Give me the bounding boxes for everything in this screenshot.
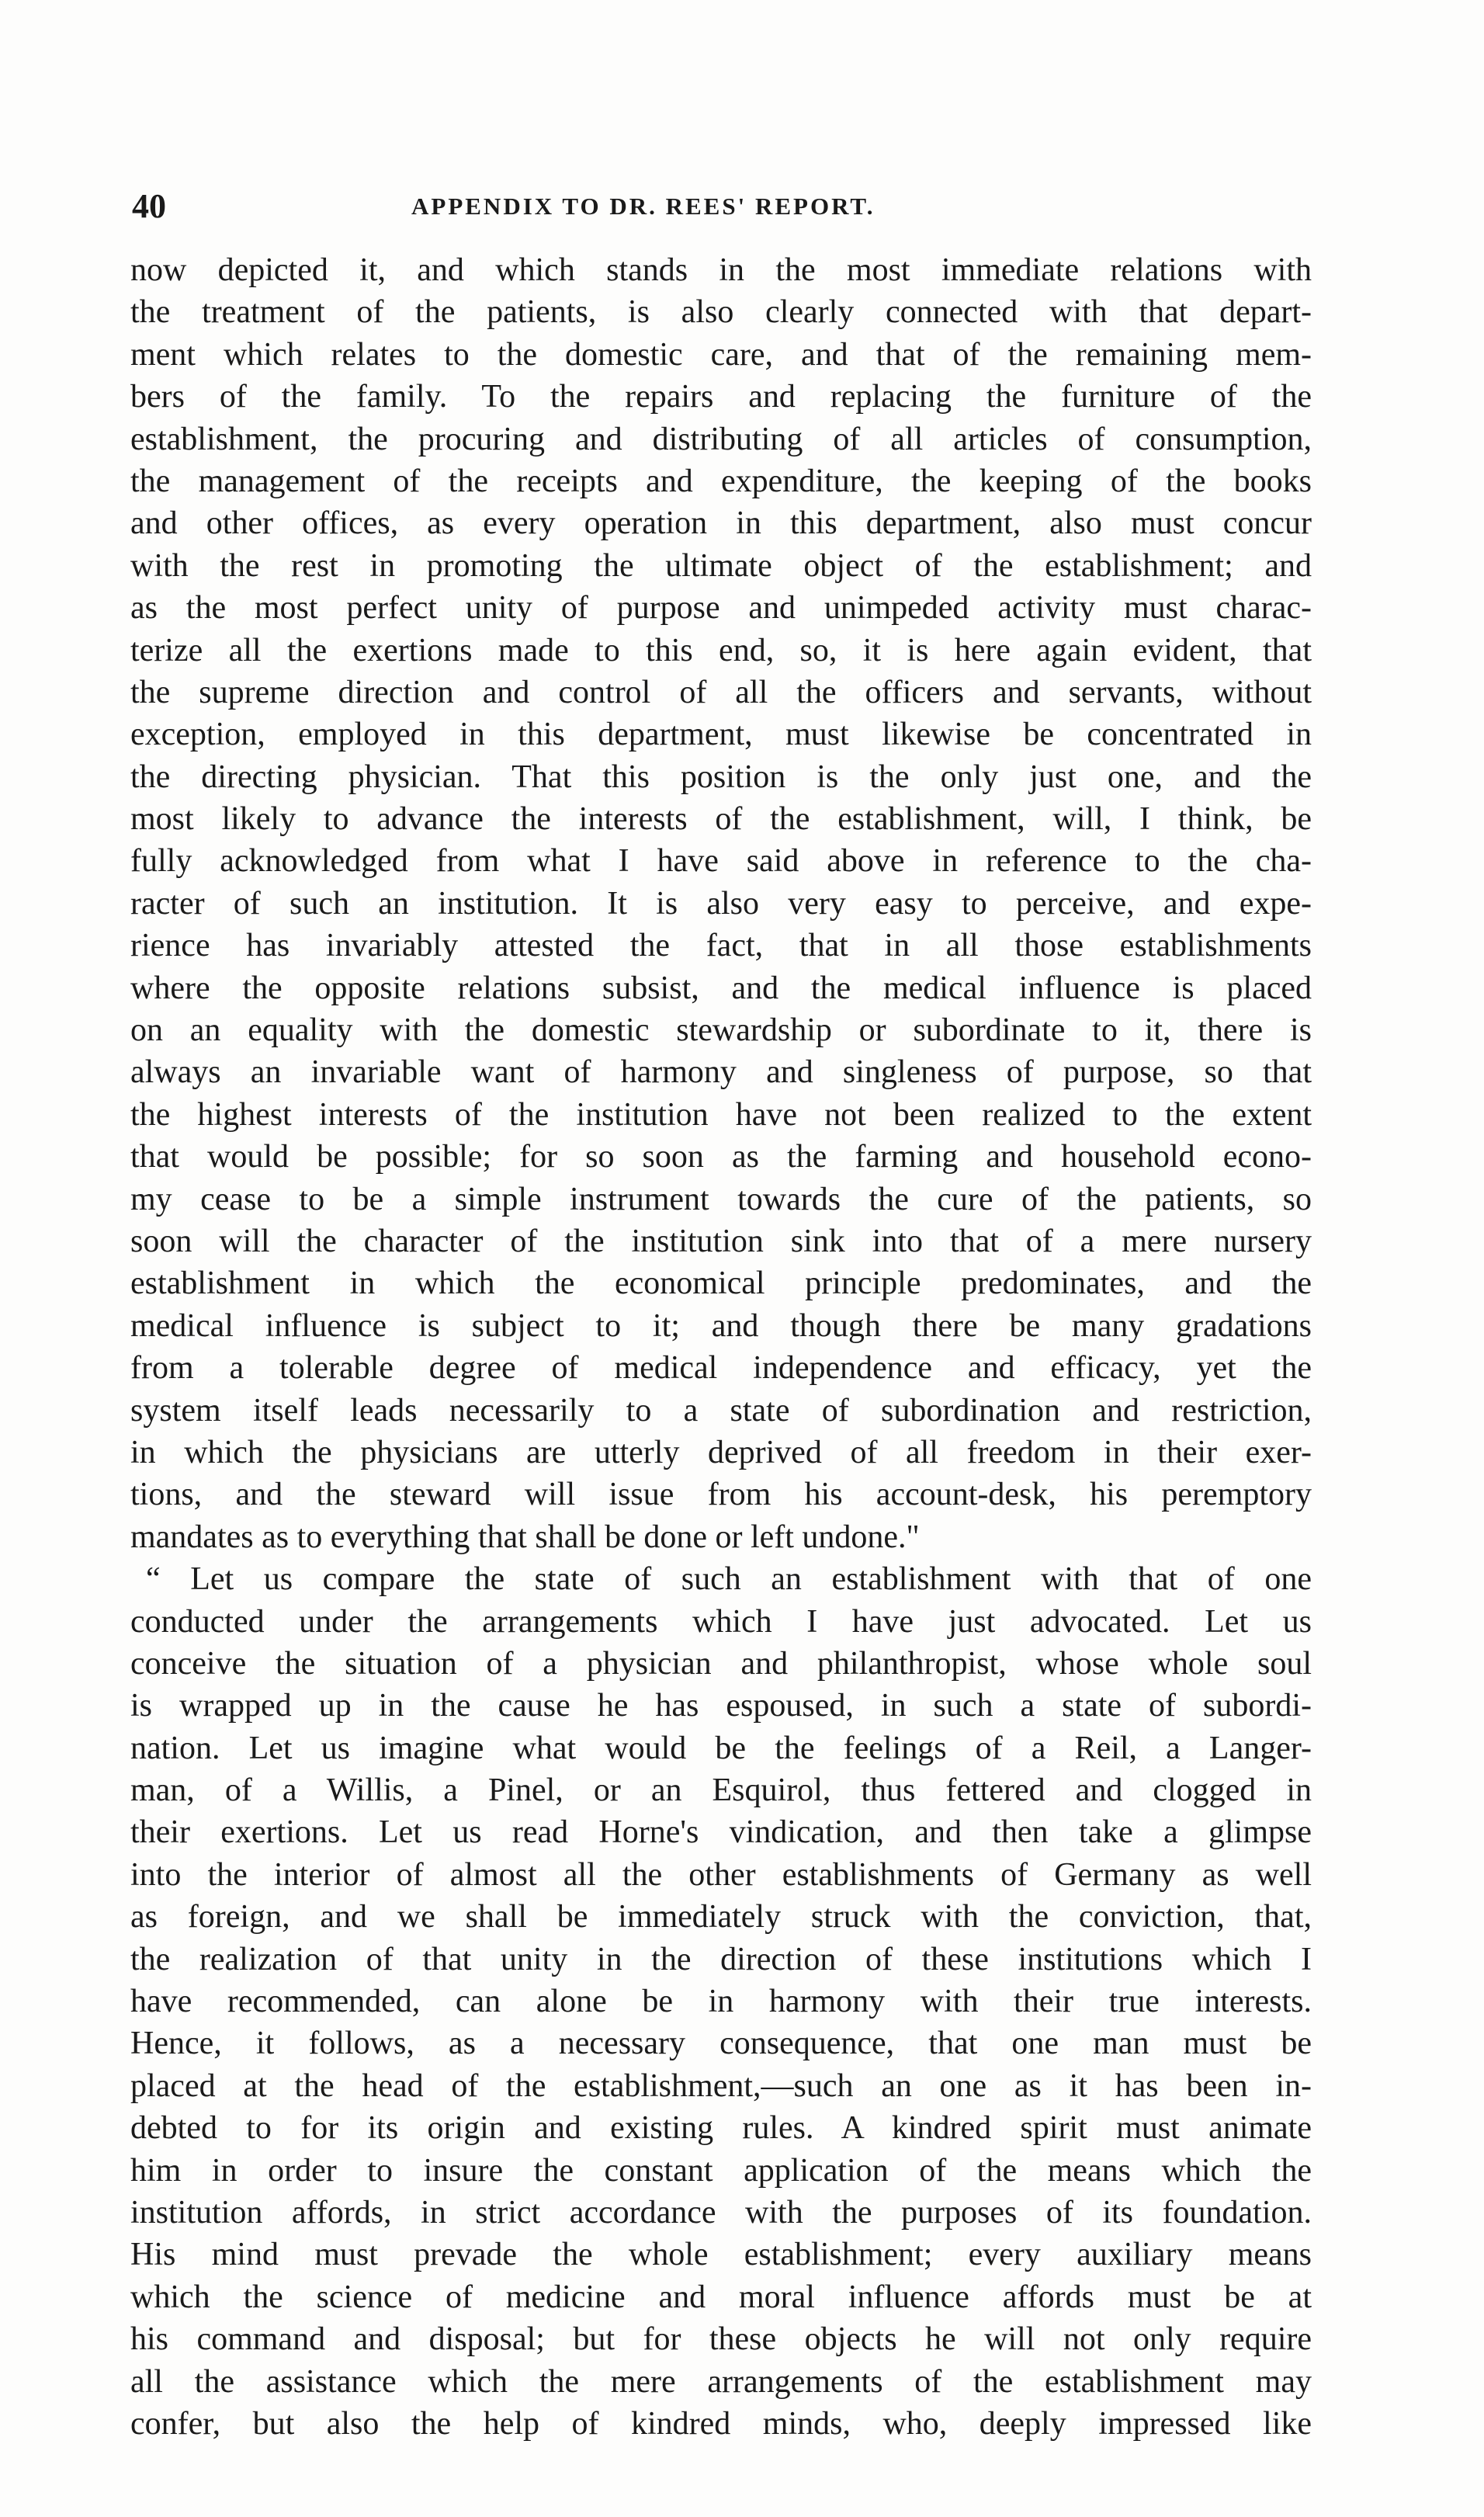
text-line: his command and disposal; but for these objects he will not only require <box>130 2321 1312 2358</box>
text-line: him in order to insure the constant application of the means which the <box>130 2152 1312 2189</box>
text-line: establishment, the procuring and distributing of all articles of consumption, <box>130 421 1312 457</box>
text-line: always an invariable want of harmony and singleness of purpose, so that <box>130 1054 1312 1091</box>
text-line: “ Let us compare the state of such an establishment with that of one <box>146 1561 1312 1598</box>
text-line: in which the physicians are utterly deprived of all freedom in their exer- <box>130 1434 1312 1470</box>
text-line: as foreign, and we shall be immediately struck with the conviction, that, <box>130 1899 1312 1935</box>
text-line: their exertions. Let us read Horne's vindication, and then take a glimpse <box>130 1814 1312 1851</box>
text-line: and other offices, as every operation in this department, also must concur <box>130 505 1312 542</box>
text-line: which the science of medicine and moral influence affords must be at <box>130 2279 1312 2315</box>
text-line: the management of the receipts and expenditure, the keeping of the books <box>130 463 1312 499</box>
text-line: institution affords, in strict accordance with the purposes of its foundation. <box>130 2194 1312 2231</box>
text-line: rience has invariably attested the fact, that in all those establishments <box>130 928 1312 964</box>
text-line: most likely to advance the interests of the establishment, will, I think, be <box>130 801 1312 838</box>
text-line: the highest interests of the institution have not been realized to the extent <box>130 1096 1312 1133</box>
text-line: medical influence is subject to it; and though there be many gradations <box>130 1307 1312 1344</box>
text-line: mandates as to everything that shall be done or left undone." <box>130 1519 920 1555</box>
text-line: bers of the family. To the repairs and replacing the furniture of the <box>130 379 1312 415</box>
text-line: into the interior of almost all the other establishments of Germany as well <box>130 1856 1312 1893</box>
text-line: racter of such an institution. It is also very easy to perceive, and expe- <box>130 885 1312 922</box>
text-line: establishment in which the economical principle predominates, and the <box>130 1265 1312 1302</box>
text-line: from a tolerable degree of medical independence and efficacy, yet the <box>130 1350 1312 1387</box>
text-line: soon will the character of the institution sink into that of a mere nursery <box>130 1223 1312 1259</box>
text-line: placed at the head of the establishment,—such an one as it has been in- <box>130 2067 1312 2104</box>
text-line: with the rest in promoting the ultimate object of the establishment; and <box>130 547 1312 584</box>
text-line: now depicted it, and which stands in the most immediate relations with <box>130 252 1312 288</box>
text-line: nation. Let us imagine what would be the feelings of a Reil, a Langer- <box>130 1730 1312 1766</box>
text-line: man, of a Willis, a Pinel, or an Esquirol, thus fettered and clogged in <box>130 1772 1312 1809</box>
text-line: Hence, it follows, as a necessary consequence, that one man must be <box>130 2026 1312 2062</box>
text-line: tions, and the steward will issue from his account-desk, his peremptory <box>130 1477 1312 1513</box>
text-line: the treatment of the patients, is also clearly connected with that depart- <box>130 294 1312 331</box>
page-header <box>132 183 1304 230</box>
text-line: the realization of that unity in the direction of these institutions which I <box>130 1941 1312 1977</box>
text-line: that would be possible; for so soon as the farming and household econo- <box>130 1139 1312 1175</box>
text-line: His mind must prevade the whole establishment; every auxiliary means <box>130 2237 1312 2273</box>
text-line: all the assistance which the mere arrangements of the establishment may <box>130 2363 1312 2400</box>
text-line: system itself leads necessarily to a state of subordination and restriction, <box>130 1392 1312 1429</box>
text-line: fully acknowledged from what I have said above in reference to the cha- <box>130 843 1312 880</box>
text-line: confer, but also the help of kindred minds, who, deeply impressed like <box>130 2405 1312 2442</box>
running-head: APPENDIX TO DR. REES' REPORT. <box>411 193 875 220</box>
text-line: terize all the exertions made to this end, so, it is here again evident, that <box>130 632 1312 668</box>
text-line: ment which relates to the domestic care, and that of the remaining mem- <box>130 336 1312 373</box>
text-line: conceive the situation of a physician and philanthropist, whose whole soul <box>130 1645 1312 1682</box>
text-line: conducted under the arrangements which I have just advocated. Let us <box>130 1603 1312 1640</box>
text-line: on an equality with the domestic stewardship or subordinate to it, there is <box>130 1012 1312 1049</box>
text-line: my cease to be a simple instrument towards the cure of the patients, so <box>130 1181 1312 1217</box>
page-number: 40 <box>132 187 166 225</box>
body-text <box>130 249 1312 2445</box>
text-line: exception, employed in this department, must likewise be concentrated in <box>130 717 1312 753</box>
text-line: is wrapped up in the cause he has espoused, in such a state of subordi- <box>130 1688 1312 1724</box>
text-line: the directing physician. That this position is the only just one, and the <box>130 759 1312 795</box>
text-line: the supreme direction and control of all the officers and servants, without <box>130 674 1312 710</box>
text-line: where the opposite relations subsist, and the medical influence is placed <box>130 970 1312 1006</box>
text-line: debted to for its origin and existing rules. A kindred spirit must animate <box>130 2110 1312 2147</box>
text-line: have recommended, can alone be in harmony with their true interests. <box>130 1984 1312 2020</box>
text-line: as the most perfect unity of purpose and unimpeded activity must charac- <box>130 590 1312 627</box>
